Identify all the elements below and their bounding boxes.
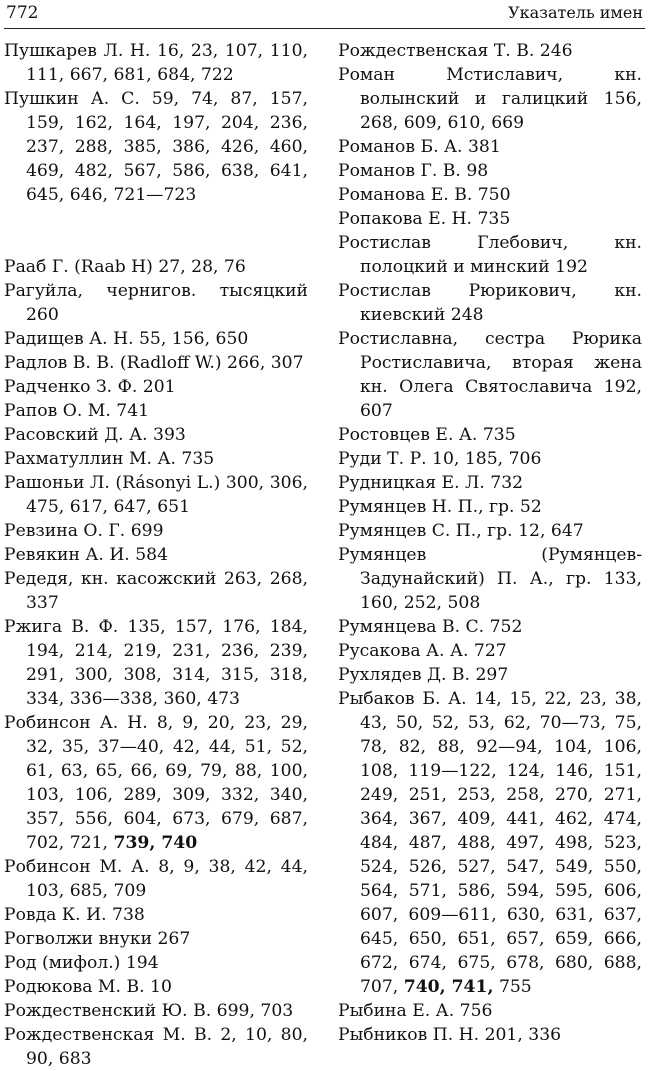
index-entry: Рыбаков Б. А. 14, 15, 22, 23, 38, 43, 50, 52, 53, 62, 70—73, 75, 78, 82, 88, 92—94, 104, 106, 108, 119—122, 124, 146, 151, 249, 251, 253, 258, 270, 271, 364, 367, 409, 441, 462, 474, 484, 487, 488, 497, 498, 523, 524, 526, 527, 547, 549, 550, 564, 571, 586, 594, 595, 606, 607, 609—611, 630, 631, 637, 645, 650, 651, 657, 659, 666, 672, 674, 675, 678, 680, 688, 707, 740, 741, 755 [338, 689, 642, 997]
index-entry: Румянцева В. С. 752 [338, 617, 523, 637]
index-entry: Расовский Д. А. 393 [4, 425, 186, 445]
index-entry: Ростовцев Е. А. 735 [338, 425, 516, 445]
index-entry: Рождественская Т. В. 246 [338, 41, 573, 61]
index-entry: Румянцев С. П., гр. 12, 647 [338, 521, 584, 541]
index-entry: Род (мифол.) 194 [4, 953, 159, 973]
index-column-right [338, 39, 642, 1047]
page-number: 772 [6, 3, 39, 23]
index-entry: Рождественский Ю. В. 699, 703 [4, 1001, 294, 1021]
index-entry: Рождественская М. В. 2, 10, 80, 90, 683 [4, 1025, 308, 1069]
index-entry: Рааб Г. (Raab H) 27, 28, 76 [4, 257, 246, 277]
bold-page-refs: 739, 740 [113, 833, 198, 853]
index-entry: Рашоньи Л. (Rásonyi L.) 300, 306, 475, 617, 647, 651 [4, 473, 308, 517]
index-entry: Русакова А. А. 727 [338, 641, 507, 661]
index-entry: Ростислав Глебович, кн. полоцкий и минский 192 [338, 233, 642, 277]
index-entry: Редедя, кн. касожский 263, 268, 337 [4, 569, 308, 613]
bold-page-refs: 740, 741, [403, 977, 494, 997]
index-entry: Робинсон А. Н. 8, 9, 20, 23, 29, 32, 35, 37—40, 42, 44, 51, 52, 61, 63, 65, 66, 69, 79, 88, 100, 103, 106, 289, 309, 332, 340, 357, 556, 604, 673, 679, 687, 702, 721, 739, 740 [4, 713, 308, 853]
index-entry: Ростиславна, сестра Рюрика Ростиславича, вторая жена кн. Олега Святославича 192, 607 [338, 329, 642, 421]
index-entry: Ропакова Е. Н. 735 [338, 209, 511, 229]
index-entry: Руди Т. Р. 10, 185, 706 [338, 449, 542, 469]
index-entry: Романов Б. А. 381 [338, 137, 501, 157]
index-entry: Румянцев Н. П., гр. 52 [338, 497, 542, 517]
index-entry: Рухлядев Д. В. 297 [338, 665, 509, 685]
index-entry: Пушкарев Л. Н. 16, 23, 107, 110, 111, 667, 681, 684, 722 [4, 41, 308, 85]
index-entry: Родюкова М. В. 10 [4, 977, 172, 997]
index-entry: Ровда К. И. 738 [4, 905, 145, 925]
index-entry: Пушкин А. С. 59, 74, 87, 157, 159, 162, 164, 197, 204, 236, 237, 288, 385, 386, 426, 460, 469, 482, 567, 586, 638, 641, 645, 646, 721—723 [4, 89, 308, 205]
index-entry: Рогволжи внуки 267 [4, 929, 191, 949]
index-entry: Рыбина Е. А. 756 [338, 1001, 493, 1021]
index-entry: Радлов В. В. (Radloff W.) 266, 307 [4, 353, 304, 373]
index-column-left [4, 39, 308, 1071]
index-entry: Романов Г. В. 98 [338, 161, 489, 181]
index-entry: Рудницкая Е. Л. 732 [338, 473, 524, 493]
index-entry: Романова Е. В. 750 [338, 185, 511, 205]
page-header [4, 0, 645, 29]
index-entry: Рахматуллин М. А. 735 [4, 449, 215, 469]
index-entry: Ржига В. Ф. 135, 157, 176, 184, 194, 214, 219, 231, 236, 239, 291, 300, 308, 314, 315, 318, 334, 336—338, 360, 473 [4, 617, 308, 709]
running-title: Указатель имен [508, 3, 643, 22]
index-entry: Румянцев (Румянцев-Задунайский) П. А., гр. 133, 160, 252, 508 [338, 545, 642, 613]
index-entry: Рыбников П. Н. 201, 336 [338, 1025, 562, 1045]
index-entry: Роман Мстиславич, кн. волынский и галицкий 156, 268, 609, 610, 669 [338, 65, 642, 133]
index-entry: Радищев А. Н. 55, 156, 650 [4, 329, 249, 349]
index-entry: Рапов О. М. 741 [4, 401, 150, 421]
index-entry: Рагуйла, чернигов. тысяцкий 260 [4, 281, 308, 325]
index-entry: Ревякин А. И. 584 [4, 545, 169, 565]
index-entry: Ростислав Рюрикович, кн. киевский 248 [338, 281, 642, 325]
index-entry: Робинсон М. А. 8, 9, 38, 42, 44, 103, 685, 709 [4, 857, 308, 901]
index-entry: Ревзина О. Г. 699 [4, 521, 164, 541]
index-entry: Радченко З. Ф. 201 [4, 377, 176, 397]
